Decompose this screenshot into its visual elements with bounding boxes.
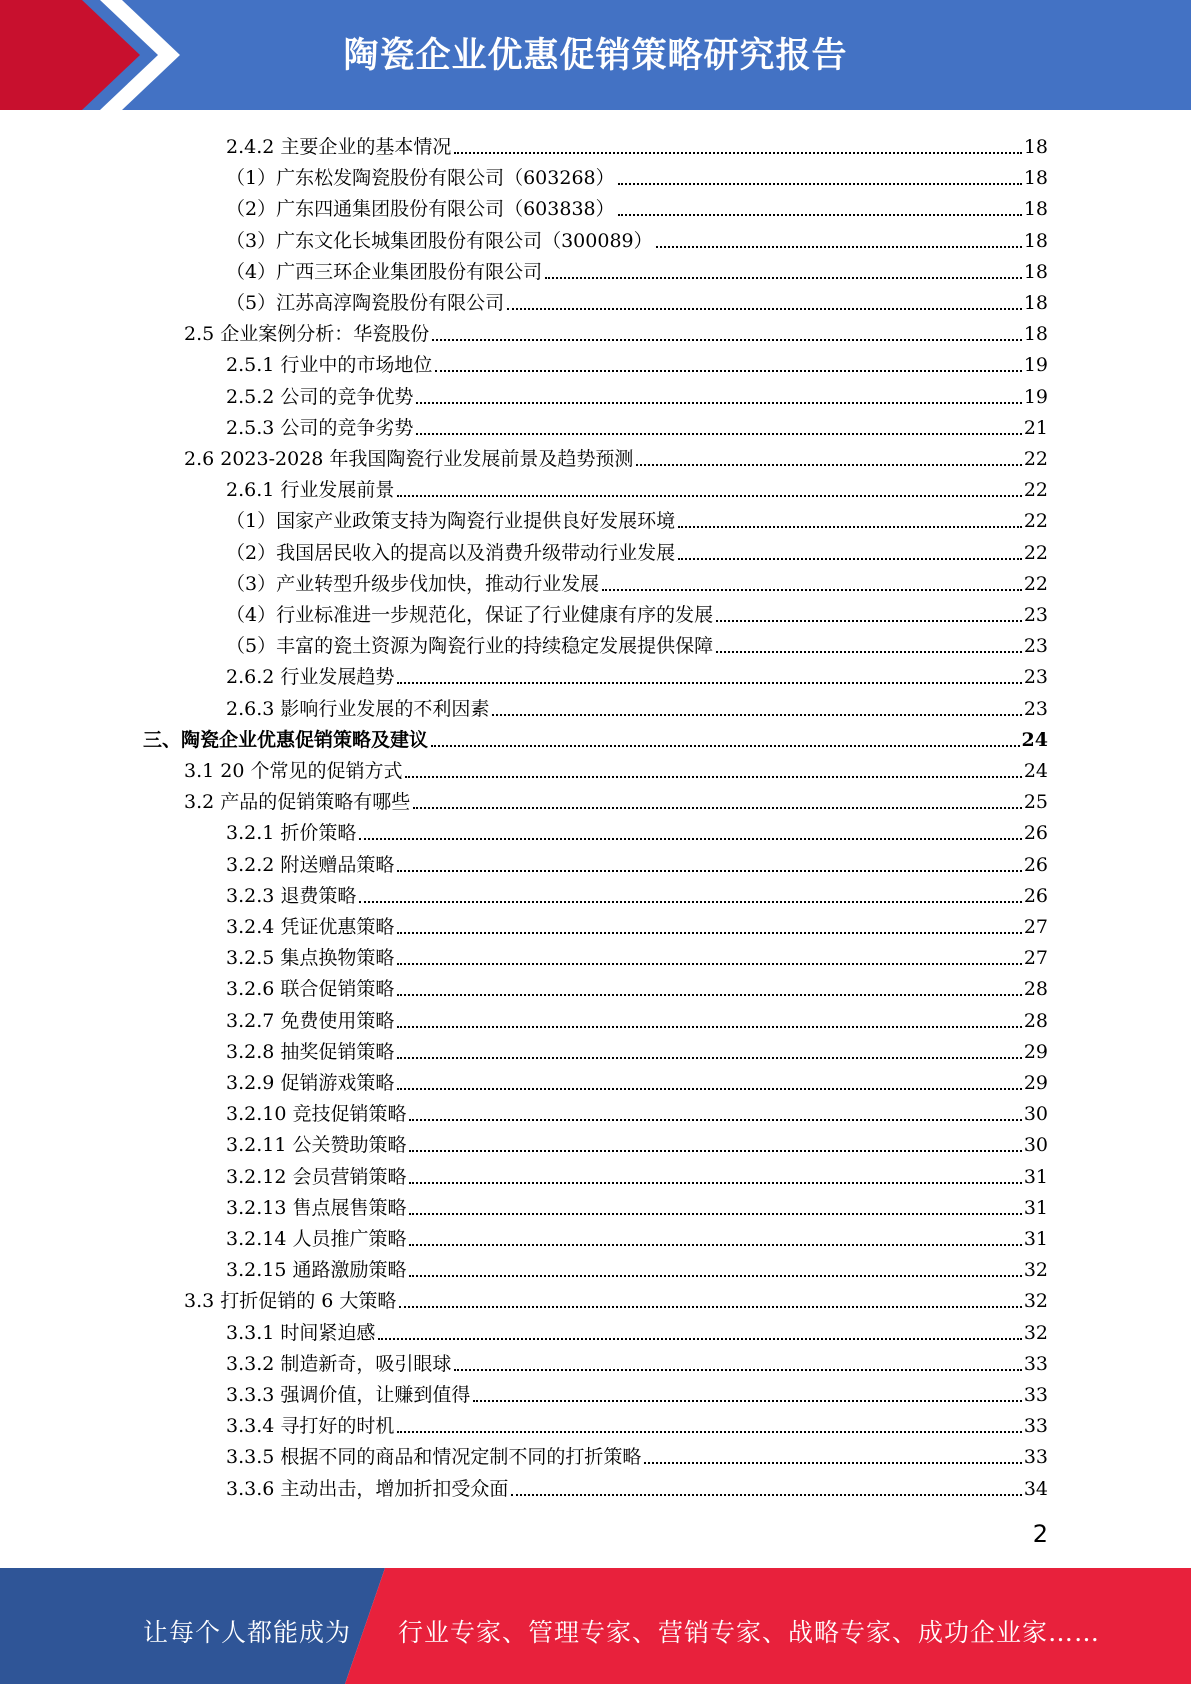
toc-entry[interactable] [226,502,1048,533]
toc-entry-page: 30 [1023,1134,1048,1157]
toc-leader-dots [397,869,1021,872]
toc-leader-dots [409,1212,1021,1215]
toc-entry[interactable] [184,1282,1048,1313]
toc-entry[interactable] [226,1033,1048,1064]
toc-entry-title: 2.6.3 影响行业发展的不利因素 [226,697,490,720]
toc-leader-dots [507,307,1022,310]
toc-leader-dots [397,1025,1021,1028]
toc-entry-title: 3.2.7 免费使用策略 [226,1009,395,1032]
toc-entry-title: 3.2.13 售点展售策略 [226,1196,407,1219]
toc-entry-page: 18 [1023,323,1048,346]
toc-entry[interactable] [226,1438,1048,1469]
toc-entry-page: 18 [1023,260,1048,283]
toc-leader-dots [602,588,1022,591]
toc-entry-title: （5）江苏高淳陶瓷股份有限公司 [226,292,505,314]
toc-entry-title: （4）广西三环企业集团股份有限公司 [226,260,543,283]
toc-leader-dots [416,401,1021,404]
toc-entry-title: 3.2.10 竞技促销策略 [226,1103,407,1126]
toc-entry-title: 2.6.1 行业发展前景 [226,479,395,502]
toc-entry-page: 27 [1023,947,1048,970]
toc-entry-page: 23 [1023,697,1048,720]
toc-leader-dots [618,213,1022,216]
toc-entry-page: 18 [1023,292,1048,314]
toc-leader-dots [511,1493,1021,1496]
toc-entry[interactable] [226,159,1048,190]
toc-entry[interactable] [226,846,1048,877]
footer-slogan-left: 让每个人都能成为 [143,1618,352,1647]
toc-entry-title: 3.2.11 公关赞助策略 [226,1134,407,1157]
toc-leader-dots [545,276,1022,279]
toc-entry-title: （4）行业标准进一步规范化，保证了行业健康有序的发展 [226,604,714,626]
toc-leader-dots [378,1337,1021,1340]
toc-entry-title: 3.3.1 时间紧迫感 [226,1321,376,1344]
toc-entry[interactable] [226,1095,1048,1126]
toc-entry-title: 3.2.5 集点换物策略 [226,947,395,970]
toc-leader-dots [397,993,1021,996]
toc-entry-page: 29 [1023,1040,1048,1063]
toc-entry[interactable] [184,315,1048,346]
toc-entry[interactable] [226,284,1048,315]
toc-entry[interactable] [226,534,1048,565]
toc-leader-dots [678,557,1022,560]
toc-leader-dots [716,619,1022,622]
toc-entry-page: 24 [1021,728,1048,751]
toc-leader-dots [416,432,1021,435]
document-title: 陶瓷企业优惠促销策略研究报告 [343,36,848,76]
toc-entry[interactable] [226,1314,1048,1345]
toc-entry-title: 2.5.2 公司的竞争优势 [226,385,414,408]
toc-entry[interactable] [226,128,1048,159]
toc-entry-title: 2.6 2023-2028 年我国陶瓷行业发展前景及趋势预测 [184,448,634,470]
toc-entry-title: （3）广东文化长城集团股份有限公司（300089） [226,229,653,252]
toc-entry[interactable] [226,1251,1048,1282]
toc-entry[interactable] [226,1158,1048,1189]
toc-entry-title: （2）广东四通集团股份有限公司（603838） [226,198,615,221]
toc-entry-page: 25 [1023,791,1048,814]
toc-entry-page: 19 [1023,354,1048,377]
toc-entry-title: 3.3.3 强调价值，让赚到值得 [226,1384,471,1406]
toc-entry[interactable] [184,783,1048,814]
toc-entry-page: 28 [1023,978,1048,1001]
toc-entry[interactable] [143,721,1048,752]
toc-leader-dots [473,1399,1021,1402]
toc-leader-dots [397,931,1021,934]
page-number: 2 [1032,1520,1048,1548]
page-header [0,0,1191,110]
toc-entry-title: 3.3.2 制造新奇，吸引眼球 [226,1352,452,1375]
toc-entry-title: 3.2.9 促销游戏策略 [226,1072,395,1094]
toc-entry-page: 22 [1023,510,1048,533]
toc-entry[interactable] [226,253,1048,284]
toc-entry[interactable] [226,1189,1048,1220]
toc-leader-dots [432,338,1022,341]
toc-entry-title: 3.2.12 会员营销策略 [226,1165,407,1188]
toc-entry-title: 3.2.8 抽奖促销策略 [226,1040,395,1063]
toc-entry[interactable] [226,409,1048,440]
toc-leader-dots [397,1056,1021,1059]
toc-entry-page: 22 [1023,572,1048,595]
toc-entry[interactable] [226,346,1048,377]
toc-leader-dots [644,1461,1021,1464]
toc-entry[interactable] [226,627,1048,658]
toc-leader-dots [413,806,1022,809]
toc-entry[interactable] [226,690,1048,721]
toc-entry-page: 31 [1023,1196,1048,1219]
toc-entry-page: 33 [1023,1446,1048,1469]
toc-entry-title: 3.2.3 退费策略 [226,884,357,907]
toc-entry-page: 24 [1023,760,1048,782]
toc-entry-page: 23 [1023,666,1048,689]
toc-leader-dots [397,1430,1021,1433]
toc-entry-page: 31 [1023,1165,1048,1188]
toc-entry[interactable] [226,970,1048,1001]
toc-entry-page: 31 [1023,1228,1048,1250]
toc-entry-page: 33 [1023,1415,1048,1438]
toc-entry-title: 2.5 企业案例分析：华瓷股份 [184,323,430,346]
toc-entry[interactable] [226,939,1048,970]
toc-entry-title: 3.2.6 联合促销策略 [226,978,395,1001]
toc-entry-page: 23 [1023,635,1048,658]
toc-entry-title: 3.3 打折促销的 6 大策略 [184,1290,397,1313]
footer-slogan-right: 行业专家、管理专家、营销专家、战略专家、成功企业家…… [398,1618,1101,1647]
toc-entry-title: 3.3.5 根据不同的商品和情况定制不同的打折策略 [226,1446,642,1469]
toc-entry-page: 34 [1023,1477,1048,1500]
toc-leader-dots [397,962,1021,965]
toc-entry-page: 19 [1023,385,1048,408]
toc-entry-page: 27 [1023,916,1048,938]
toc-entry-page: 26 [1023,853,1048,876]
toc-entry-title: （1）广东松发陶瓷股份有限公司（603268） [226,167,615,190]
toc-entry[interactable] [226,1376,1048,1407]
toc-entry-title: 三、陶瓷企业优惠促销策略及建议 [143,728,429,751]
toc-leader-dots [492,713,1021,716]
toc-entry-title: 3.1 20 个常见的促销方式 [184,760,403,782]
toc-entry-page: 21 [1023,416,1048,439]
toc-leader-dots [656,245,1022,248]
toc-entry[interactable] [184,440,1048,471]
toc-entry-title: （1）国家产业政策支持为陶瓷行业提供良好发展环境 [226,510,676,533]
toc-entry-title: 3.2.14 人员推广策略 [226,1228,407,1250]
toc-entry-title: 2.6.2 行业发展趋势 [226,666,395,689]
toc-entry-page: 18 [1023,167,1048,190]
toc-entry-page: 18 [1023,198,1048,221]
toc-entry[interactable] [226,658,1048,689]
toc-entry[interactable] [226,565,1048,596]
toc-entry-title: （3）产业转型升级步伐加快，推动行业发展 [226,572,600,595]
toc-leader-dots [454,151,1021,154]
toc-leader-dots [618,182,1022,185]
page-footer [0,1568,1191,1684]
toc-entry-title: 3.2.2 附送赠品策略 [226,853,395,876]
toc-leader-dots [409,1181,1021,1184]
toc-entry-page: 22 [1023,448,1048,470]
toc-entry[interactable] [226,1345,1048,1376]
toc-entry-page: 18 [1023,136,1048,158]
toc-entry-page: 30 [1023,1103,1048,1126]
toc-entry[interactable] [226,877,1048,908]
toc-entry-title: 2.5.3 公司的竞争劣势 [226,416,414,439]
toc-leader-dots [409,1149,1021,1152]
toc-leader-dots [409,1118,1021,1121]
toc-entry-page: 28 [1023,1009,1048,1032]
toc-entry-page: 23 [1023,604,1048,626]
toc-leader-dots [405,775,1021,778]
toc-entry-page: 33 [1023,1352,1048,1375]
toc-entry-title: （5）丰富的瓷土资源为陶瓷行业的持续稳定发展提供保障 [226,635,714,658]
toc-entry[interactable] [226,190,1048,221]
toc-entry[interactable] [226,378,1048,409]
toc-entry[interactable] [226,908,1048,939]
toc-leader-dots [399,1305,1021,1308]
toc-entry[interactable] [226,596,1048,627]
toc-entry-title: 3.2.15 通路激励策略 [226,1259,407,1282]
toc-leader-dots [454,1368,1021,1371]
toc-leader-dots [359,837,1021,840]
toc-entry-page: 32 [1023,1290,1048,1313]
toc-leader-dots [359,900,1021,903]
toc-leader-dots [397,494,1021,497]
toc-entry-title: 2.5.1 行业中的市场地位 [226,354,433,377]
toc-entry-page: 32 [1023,1259,1048,1282]
toc-entry-page: 26 [1023,822,1048,845]
toc-entry-title: 3.2 产品的促销策略有哪些 [184,791,411,814]
toc-entry[interactable] [226,1470,1048,1501]
toc-entry-title: 3.3.6 主动出击，增加折扣受众面 [226,1477,509,1500]
toc-entry[interactable] [226,1064,1048,1095]
toc-leader-dots [397,681,1021,684]
toc-leader-dots [636,463,1021,466]
toc-entry[interactable] [184,752,1048,783]
toc-entry-page: 18 [1023,229,1048,252]
toc-entry[interactable] [226,222,1048,253]
toc-entry-title: （2）我国居民收入的提高以及消费升级带动行业发展 [226,541,676,564]
toc-leader-dots [431,744,1020,747]
toc-entry-title: 3.2.4 凭证优惠策略 [226,916,395,938]
toc-entry[interactable] [226,1002,1048,1033]
toc-leader-dots [716,650,1022,653]
toc-entry[interactable] [226,1220,1048,1251]
toc-entry-page: 33 [1023,1384,1048,1406]
toc-entry[interactable] [226,471,1048,502]
toc-entry-title: 3.3.4 寻打好的时机 [226,1415,395,1438]
toc-entry[interactable] [226,1407,1048,1438]
toc-leader-dots [409,1243,1021,1246]
toc-entry-title: 3.2.1 折价策略 [226,822,357,845]
toc-entry-page: 22 [1023,479,1048,502]
toc-leader-dots [397,1087,1021,1090]
toc-entry-page: 32 [1023,1321,1048,1344]
toc-leader-dots [409,1274,1021,1277]
toc-leader-dots [435,369,1021,372]
toc-entry-page: 29 [1023,1072,1048,1094]
toc-entry-page: 22 [1023,541,1048,564]
toc-entry-page: 26 [1023,884,1048,907]
toc-entry-title: 2.4.2 主要企业的基本情况 [226,136,452,158]
toc-entry[interactable] [226,1126,1048,1157]
toc-entry[interactable] [226,814,1048,845]
toc-leader-dots [678,525,1022,528]
